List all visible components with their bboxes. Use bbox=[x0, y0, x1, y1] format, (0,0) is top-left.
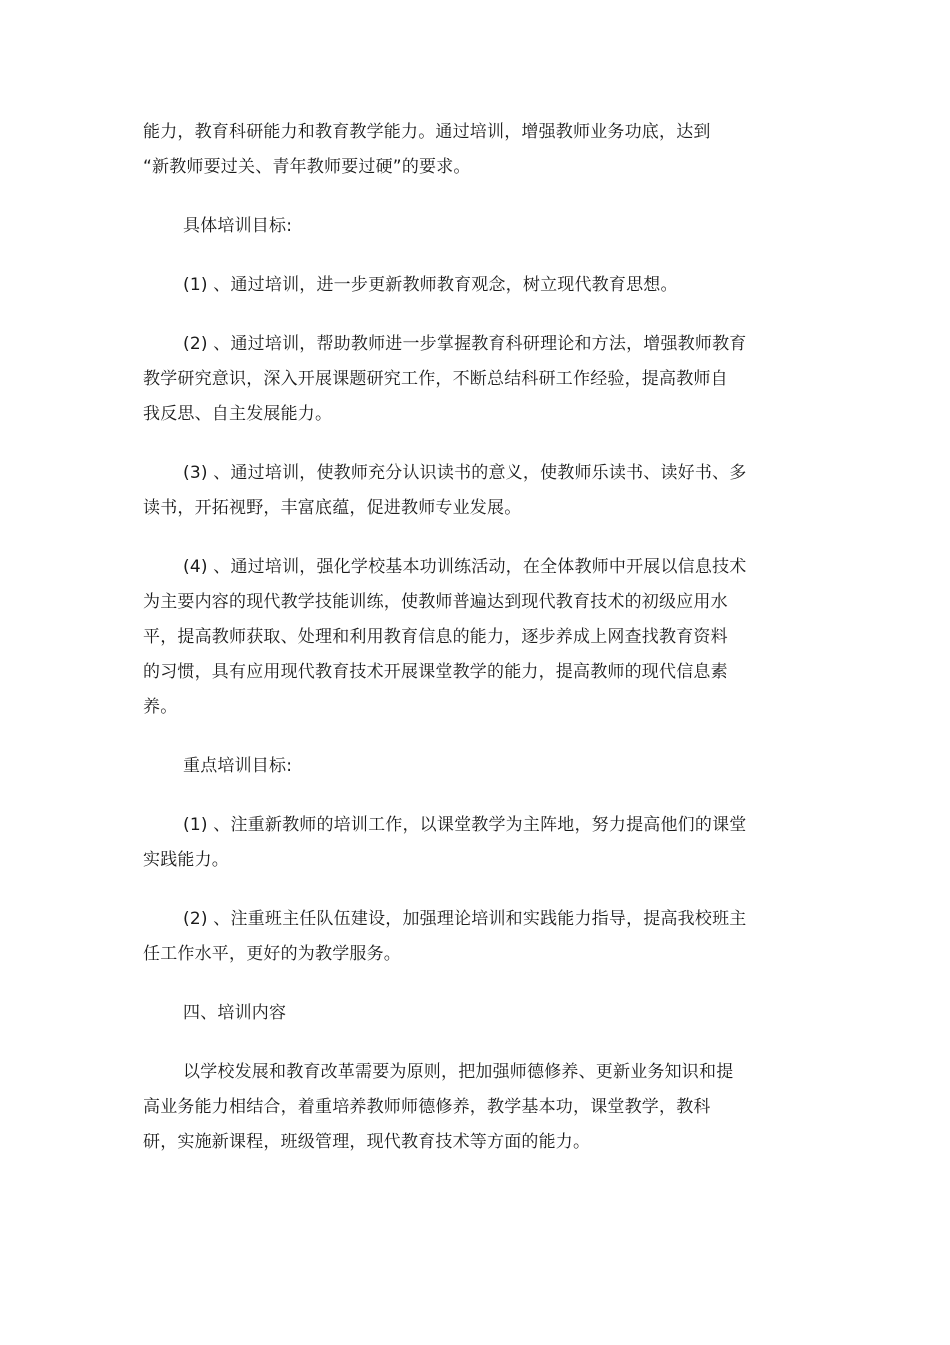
text-line: 能力，教育科研能力和教育教学能力。通过培训，增强教师业务功底，达到 bbox=[143, 122, 711, 142]
paragraph-goal-1 bbox=[143, 268, 773, 303]
text-line: 以学校发展和教育改革需要为原则，把加强师德修养、更新业务知识和提 bbox=[183, 1062, 734, 1082]
text-line: 研，实施新课程，班级管理，现代教育技术等方面的能力。 bbox=[143, 1132, 591, 1152]
heading-specific-goals bbox=[143, 209, 773, 244]
text-line: 重点培训目标: bbox=[183, 756, 293, 776]
paragraph-goal-4 bbox=[143, 550, 773, 725]
text-line: 实践能力。 bbox=[143, 850, 229, 870]
text-line: 教学研究意识，深入开展课题研究工作，不断总结科研工作经验，提高教师自 bbox=[143, 369, 728, 389]
text-line: 具体培训目标: bbox=[183, 216, 293, 236]
text-line: 我反思、自主发展能力。 bbox=[143, 404, 333, 424]
text-line: 四、培训内容 bbox=[183, 1003, 287, 1023]
paragraph-training-content bbox=[143, 1055, 773, 1160]
heading-key-goals bbox=[143, 749, 773, 784]
paragraph-intro-continued bbox=[143, 115, 773, 185]
text-line: 为主要内容的现代教学技能训练，使教师普遍达到现代教育技术的初级应用水 bbox=[143, 592, 728, 612]
text-line: (2) 、通过培训，帮助教师进一步掌握教育科研理论和方法，增强教师教育 bbox=[183, 334, 747, 354]
text-line: “新教师要过关、青年教师要过硬”的要求。 bbox=[143, 157, 471, 177]
text-line: (2) 、注重班主任队伍建设，加强理论培训和实践能力指导，提高我校班主 bbox=[183, 909, 747, 929]
paragraph-key-goal-2 bbox=[143, 902, 773, 972]
text-line: 平，提高教师获取、处理和利用教育信息的能力，逐步养成上网查找教育资料 bbox=[143, 627, 728, 647]
text-line: 任工作水平，更好的为教学服务。 bbox=[143, 944, 401, 964]
text-line: 养。 bbox=[143, 697, 178, 717]
paragraph-goal-2 bbox=[143, 327, 773, 432]
document-body bbox=[143, 115, 773, 1160]
text-line: 读书，开拓视野，丰富底蕴，促进教师专业发展。 bbox=[143, 498, 522, 518]
text-line: (4) 、通过培训，强化学校基本功训练活动，在全体教师中开展以信息技术 bbox=[183, 557, 747, 577]
text-line: (1) 、注重新教师的培训工作，以课堂教学为主阵地，努力提高他们的课堂 bbox=[183, 815, 747, 835]
text-line: (3) 、通过培训，使教师充分认识读书的意义，使教师乐读书、读好书、多 bbox=[183, 463, 747, 483]
paragraph-key-goal-1 bbox=[143, 808, 773, 878]
text-line: (1) 、通过培训，进一步更新教师教育观念，树立现代教育思想。 bbox=[183, 275, 678, 295]
paragraph-goal-3 bbox=[143, 456, 773, 526]
text-line: 的习惯，具有应用现代教育技术开展课堂教学的能力，提高教师的现代信息素 bbox=[143, 662, 728, 682]
text-line: 高业务能力相结合，着重培养教师师德修养，教学基本功，课堂教学，教科 bbox=[143, 1097, 711, 1117]
section-heading-training-content bbox=[143, 996, 773, 1031]
